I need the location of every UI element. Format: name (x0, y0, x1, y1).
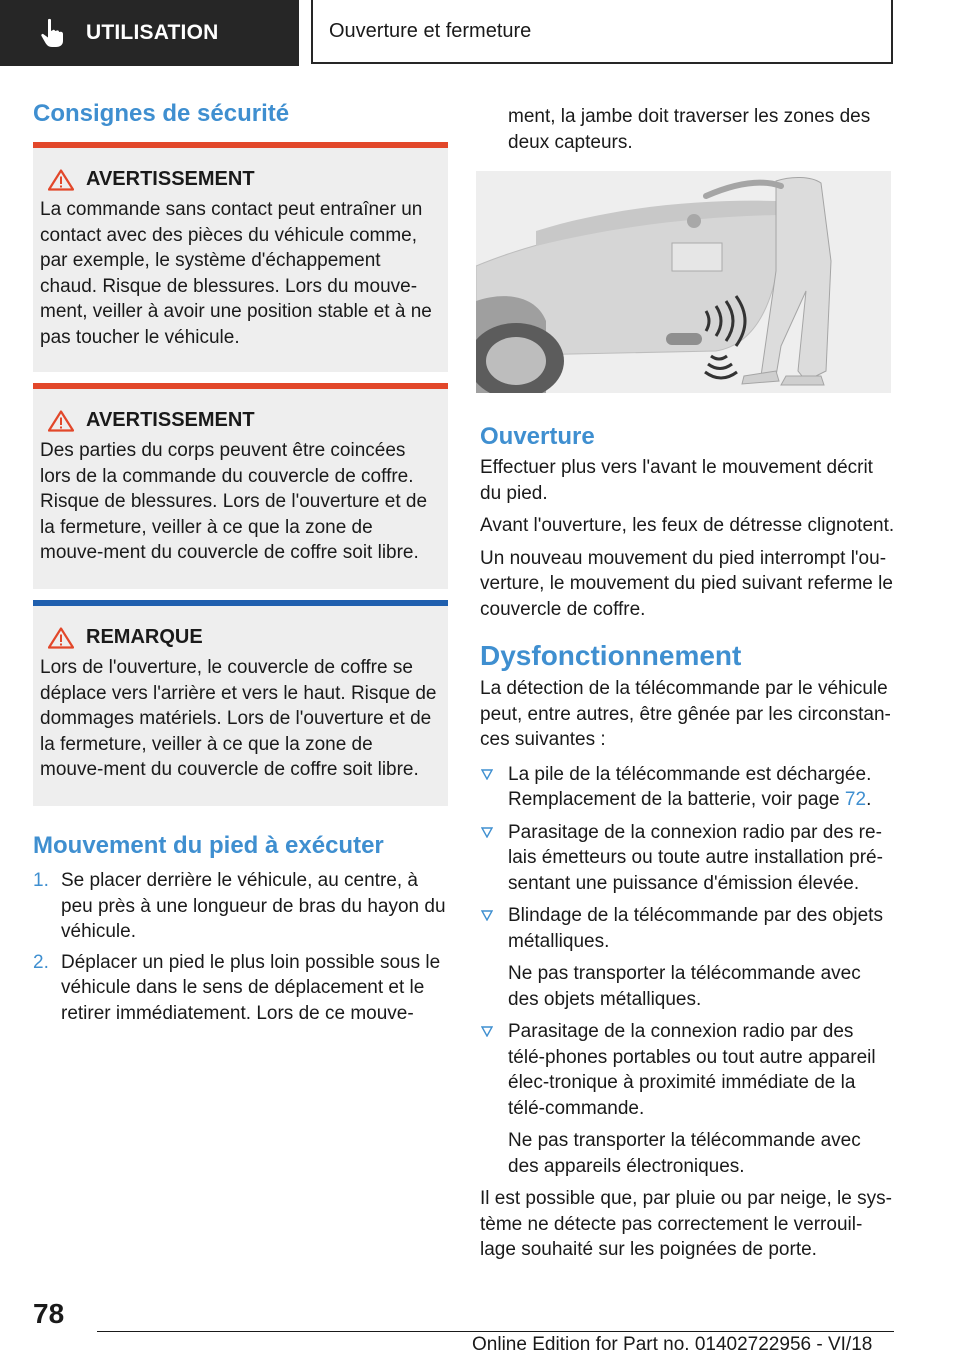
paragraph: Effectuer plus vers l'avant le mouvement décrit du pied. (480, 457, 873, 504)
paragraph: La détection de la télécommande par le véhicule peut, entre autres, être gênée par les circonstan-ces suivantes : (480, 678, 891, 750)
page-header (0, 0, 960, 66)
paragraph: Il est possible que, par pluie ou par neige, le sys-tème ne détecte pas correctement le verrouil-lage souhaité sur les poignées de porte. (480, 1188, 892, 1260)
page-reference-link[interactable]: 72 (844, 789, 867, 810)
warning-box (33, 383, 448, 589)
section-heading-opening: Ouverture (480, 423, 595, 450)
conditions-list (480, 762, 895, 1180)
edition-note: Online Edition for Part no. 01402722956 - VI/18 (472, 1334, 873, 1355)
box-title-text: REMARQUE (86, 626, 203, 648)
chapter-tab (311, 0, 893, 64)
list-item (480, 1019, 895, 1179)
warning-triangle-icon (48, 169, 74, 191)
box-title-text: AVERTISSEMENT (86, 409, 255, 431)
warning-triangle-icon (48, 410, 74, 432)
section-title: UTILISATION (86, 21, 219, 44)
steps-list (33, 868, 448, 1026)
section-heading-safety: Consignes de sécurité (33, 100, 290, 127)
step-text: Déplacer un pied le plus loin possible sous le véhicule dans le sens de déplacement et le retirer immédiatement. Lors de ce mouve- (61, 951, 441, 1024)
section-heading-malfunction: Dysfonctionnement (480, 640, 742, 671)
bullet-text-end: . (866, 789, 872, 810)
bullet-subtext: Ne pas transporter la télécommande avec des appareils électroniques. (508, 1130, 861, 1177)
box-text: Lors de l'ouverture, le couvercle de coffre se déplace vers l'arrière et vers le haut. Risque de dommages matériels. Lors de l'ouverture et de la fermeture, veiller à ce que la zone de mouve-ment du couvercle de coffre soit libre. (40, 657, 437, 780)
pointing-hand-icon (40, 18, 64, 48)
bullet-text: Blindage de la télécommande par des objets métalliques. (508, 905, 883, 952)
list-item (480, 820, 895, 897)
list-item (480, 762, 895, 813)
section-tab (0, 0, 299, 66)
box-text: La commande sans contact peut entraîner un contact avec des pièces du véhicule comme, par exemple, le système d'échappement chaud. Risque de blessures. Lors du mouve-ment, veiller à avoir une position stable et à ne pas toucher le véhicule. (40, 199, 432, 348)
paragraph: Avant l'ouverture, les feux de détresse clignotent. (480, 515, 895, 536)
bullet-triangle-icon (481, 769, 493, 780)
bullet-triangle-icon (481, 910, 493, 921)
warning-box (33, 142, 448, 372)
bullet-triangle-icon (481, 827, 493, 838)
box-text: Des parties du corps peuvent être coincées lors de la commande du couvercle de coffre. Risque de blessures. Lors de l'ouverture et de la fermeture, veiller à ce que la zone de mouve-ment du couvercle de coffre soit libre. (40, 440, 428, 563)
bullet-text: Parasitage de la connexion radio par des télé-phones portables ou tout autre appareil élec-tronique à proximité immédiate de la télé-commande. (508, 1021, 876, 1119)
list-item (480, 903, 895, 1012)
bullet-text: Parasitage de la connexion radio par des re-lais émetteurs ou toute autre installation pré-sentant une puissance d'émission élevée. (508, 821, 883, 894)
bullet-subtext: Ne pas transporter la télécommande avec des objets métalliques. (508, 963, 861, 1010)
bullet-text: La pile de la télécommande est déchargée. Remplacement de la batterie, voir page (508, 763, 872, 810)
list-item (33, 868, 448, 945)
chapter-title: Ouverture et fermeture (329, 19, 532, 42)
step-number: 1. (33, 870, 49, 891)
section-heading-foot-movement: Mouvement du pied à exécuter (33, 832, 384, 859)
paragraph: Un nouveau mouvement du pied interrompt l'ou-verture, le mouvement du pied suivant referme le couvercle de coffre. (480, 547, 893, 620)
illustration-foot-sensor (476, 171, 891, 393)
list-item (33, 950, 448, 1027)
notice-box (33, 600, 448, 806)
continuation-text: ment, la jambe doit traverser les zones des deux capteurs. (508, 106, 871, 153)
box-title (40, 168, 440, 191)
right-column (480, 100, 895, 1263)
notice-triangle-icon (48, 627, 74, 649)
box-title (40, 409, 440, 432)
page-number: 78 (33, 1298, 65, 1329)
box-title-text: AVERTISSEMENT (86, 168, 255, 190)
bullet-triangle-icon (481, 1026, 493, 1037)
car-rear-illustration (476, 171, 891, 393)
step-text: Se placer derrière le véhicule, au centre, à peu près à une longueur de bras du hayon du véhicule. (61, 870, 446, 942)
step-number: 2. (33, 951, 49, 973)
left-column (33, 100, 448, 1031)
box-title (40, 626, 440, 649)
footer-divider (97, 1331, 894, 1332)
